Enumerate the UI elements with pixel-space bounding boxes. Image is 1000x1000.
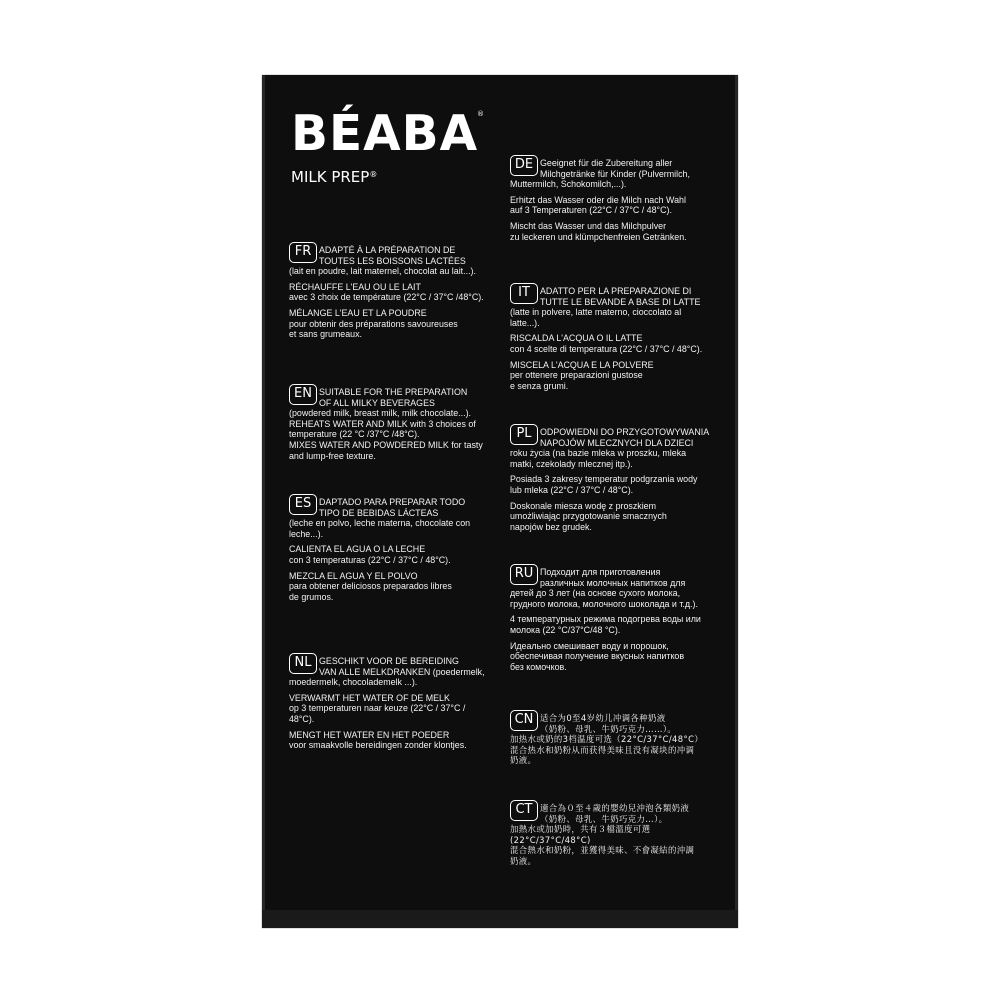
language-badge-en: EN (289, 384, 317, 405)
language-badge-it: IT (510, 283, 538, 304)
text-line: （奶粉、母乳、牛奶巧克力……）。 (540, 723, 677, 734)
section-text-ru (510, 567, 701, 672)
text-line: Geeignet für die Zubereitung aller (540, 158, 673, 168)
text-line: con 3 temperaturas (22°C / 37°C / 48°C). (289, 554, 451, 565)
text-line: 適合為０至４歲的嬰幼兒沖泡各類奶液 (540, 803, 690, 813)
text-block (289, 571, 470, 603)
text-line: Muttermilch, Schokomilch,...). (510, 179, 627, 190)
text-block (510, 474, 709, 495)
text-line: Идеально смешивает воду и порошок, (510, 640, 669, 651)
text-line: (22°C/37°C/48°C) (510, 834, 591, 845)
text-block (510, 195, 690, 216)
text-line: GESCHIKT VOOR DE BEREIDING (319, 656, 459, 666)
text-line: Doskonale miesza wodę z proszkiem (510, 500, 657, 511)
text-line: TIPO DE BEBIDAS LÁCTEAS (319, 507, 439, 518)
section-text-pl (510, 427, 709, 532)
text-block (289, 693, 485, 725)
text-line: (leche en polvo, leche materna, chocolate con (289, 518, 471, 529)
text-line: детей до 3 лет (на основе сухого молока, (510, 588, 681, 599)
text-line: moedermelk, chocolademelk ...). (289, 677, 418, 688)
language-badge-pl: PL (510, 424, 538, 445)
text-block (289, 282, 484, 303)
text-line: matki, czekolady mlecznej itp.). (510, 458, 633, 469)
text-line: VERWARMT HET WATER OF DE MELK (289, 692, 450, 703)
section-text-it (510, 286, 702, 391)
section-text-nl (289, 656, 485, 751)
text-block (510, 360, 702, 392)
text-line: et sans grumeaux. (289, 329, 363, 340)
box-left-edge (262, 75, 265, 928)
text-line: ADATTO PER LA PREPARAZIONE DI (540, 286, 692, 296)
text-line: 加熱水或加奶時，共有３檔溫度可選 (510, 824, 651, 835)
text-block (510, 286, 702, 328)
text-line: 混合熱水和奶粉，並獲得美味、不會凝結的沖調 (510, 845, 695, 856)
language-badge-fr: FR (289, 242, 317, 263)
text-line: and lump-free texture. (289, 450, 376, 461)
text-block (510, 713, 703, 766)
text-block (289, 656, 485, 688)
text-line: （奶粉、母乳、牛奶巧克力…）。 (540, 813, 668, 824)
text-line: latte...). (510, 317, 540, 328)
text-line: umożliwiając przygotowanie smacznych (510, 511, 667, 522)
text-block (289, 387, 483, 461)
text-line: REHEATS WATER AND MILK with 3 choices of (289, 418, 476, 429)
text-block (289, 497, 470, 539)
text-block (510, 641, 701, 673)
section-text-ct (510, 803, 694, 867)
text-line: avec 3 choix de température (22°C / 37°C /48°C). (289, 292, 484, 303)
text-line: MÉLANGE L'EAU ET LA POUDRE (289, 307, 427, 318)
product-registered-mark: ® (369, 170, 378, 179)
language-badge-nl: NL (289, 653, 317, 674)
text-line: CALIENTA EL AGUA O LA LECHE (289, 544, 426, 555)
text-block (289, 544, 470, 565)
text-line: TOUTES LES BOISSONS LACTÉES (319, 255, 466, 266)
text-line: обеспечивая получение вкусных напитков (510, 651, 685, 662)
text-block (510, 221, 690, 242)
section-text-en (289, 387, 483, 461)
text-line: op 3 temperaturen naar keuze (22°C / 37°C / (289, 703, 466, 714)
text-line: VAN ALLE MELKDRANKEN (poedermelk, (319, 666, 485, 677)
text-line: Подходит для приготовления (540, 567, 661, 577)
text-line: 加热水或奶的3档温度可选（22°C/37°C/48°C） (510, 734, 704, 745)
text-line: 奶液。 (510, 855, 537, 866)
text-line: 48°C). (289, 713, 315, 724)
text-line: MISCELA L'ACQUA E LA POLVERE (510, 359, 654, 370)
text-line: TUTTE LE BEVANDE A BASE DI LATTE (540, 296, 701, 307)
text-line: per ottenere preparazioni gustose (510, 370, 643, 381)
text-line: leche...). (289, 528, 324, 539)
text-line: Milchgetränke für Kinder (Pulvermilch, (540, 168, 690, 179)
text-line: ADAPTÉ À LA PRÉPARATION DE (319, 245, 456, 255)
text-line: ODPOWIEDNI DO PRZYGOTOWYWANIA (540, 427, 710, 437)
section-text-fr (289, 245, 484, 340)
product-name-text: MILK PREP (291, 168, 370, 186)
text-line: (latte in polvere, latte materno, cioccolato al (510, 307, 682, 318)
text-line: грудного молока, молочного шоколада и т.д.). (510, 598, 698, 609)
text-line: (powdered milk, breast milk, milk chocolate...). (289, 408, 471, 419)
text-block (510, 567, 701, 609)
text-line: RÉCHAUFFE L'EAU OU LE LAIT (289, 281, 421, 292)
text-line: NAPOJÓW MLECZNYCH DLA DZIECI (540, 437, 694, 448)
text-line: 适合为0至4岁幼儿冲调各种奶液 (540, 713, 666, 723)
section-text-de (510, 158, 690, 242)
language-badge-de: DE (510, 155, 538, 176)
text-line: SUITABLE FOR THE PREPARATION (319, 387, 468, 397)
text-line: различных молочных напитков для (540, 577, 686, 588)
text-line: voor smaakvolle bereidingen zonder klontjes. (289, 740, 467, 751)
box-bottom-strip (262, 910, 738, 928)
text-line: MIXES WATER AND POWDERED MILK for tasty (289, 439, 483, 450)
text-block (510, 501, 709, 533)
text-line: zu leckeren und klümpchenfreien Getränken. (510, 231, 687, 242)
text-line: para obtener deliciosos preparados libres (289, 581, 452, 592)
registered-mark: ® (477, 110, 484, 118)
text-line: молока (22 °C/37°C/48 °C). (510, 624, 621, 635)
text-line: MENGT HET WATER EN HET POEDER (289, 729, 450, 740)
text-block (510, 803, 694, 867)
text-line: auf 3 Temperaturen (22°C / 37°C / 48°C). (510, 205, 672, 216)
language-badge-es: ES (289, 494, 317, 515)
text-line: 奶液。 (510, 755, 537, 766)
language-badge-cn: CN (510, 710, 538, 731)
language-badge-ru: RU (510, 564, 538, 585)
text-line: pour obtenir des préparations savoureuses (289, 318, 458, 329)
text-line: 4 температурных режима подогрева воды или (510, 614, 701, 625)
brand-logo: BÉABA (291, 105, 479, 162)
text-line: Posiada 3 zakresy temperatur podgrzania wody (510, 474, 698, 485)
text-line: e senza grumi. (510, 380, 569, 391)
text-line: lub mleka (22°C / 37°C / 48°C). (510, 484, 634, 495)
box-right-edge (735, 75, 738, 928)
section-text-cn (510, 713, 703, 766)
text-line: Erhitzt das Wasser oder die Milch nach Wahl (510, 194, 686, 205)
text-block (510, 614, 701, 635)
text-block (289, 245, 484, 277)
text-line: temperature (22 °C /37°C /48°C). (289, 429, 420, 440)
section-text-es (289, 497, 470, 602)
text-block (510, 158, 690, 190)
text-line: DAPTADO PARA PREPARAR TODO (319, 497, 466, 507)
text-line: Mischt das Wasser und das Milchpulver (510, 220, 667, 231)
text-line: 混合热水和奶粉从而获得美味且没有凝块的冲调 (510, 744, 695, 755)
text-block (510, 333, 702, 354)
text-line: без комочков. (510, 661, 567, 672)
text-line: de grumos. (289, 591, 334, 602)
text-line: (lait en poudre, lait maternel, chocolat au lait...). (289, 266, 476, 277)
text-line: RISCALDA L'ACQUA O IL LATTE (510, 333, 643, 344)
text-line: roku życia (na bazie mleka w proszku, mleka (510, 448, 687, 459)
text-block (289, 308, 484, 340)
text-block (510, 427, 709, 469)
product-name (291, 168, 377, 186)
text-line: napojów bez grudek. (510, 521, 592, 532)
text-line: OF ALL MILKY BEVERAGES (319, 397, 435, 408)
text-line: MEZCLA EL AGUA Y EL POLVO (289, 570, 418, 581)
text-line: con 4 scelte di temperatura (22°C / 37°C / 48°C). (510, 343, 703, 354)
language-badge-ct: CT (510, 800, 538, 821)
text-block (289, 730, 485, 751)
